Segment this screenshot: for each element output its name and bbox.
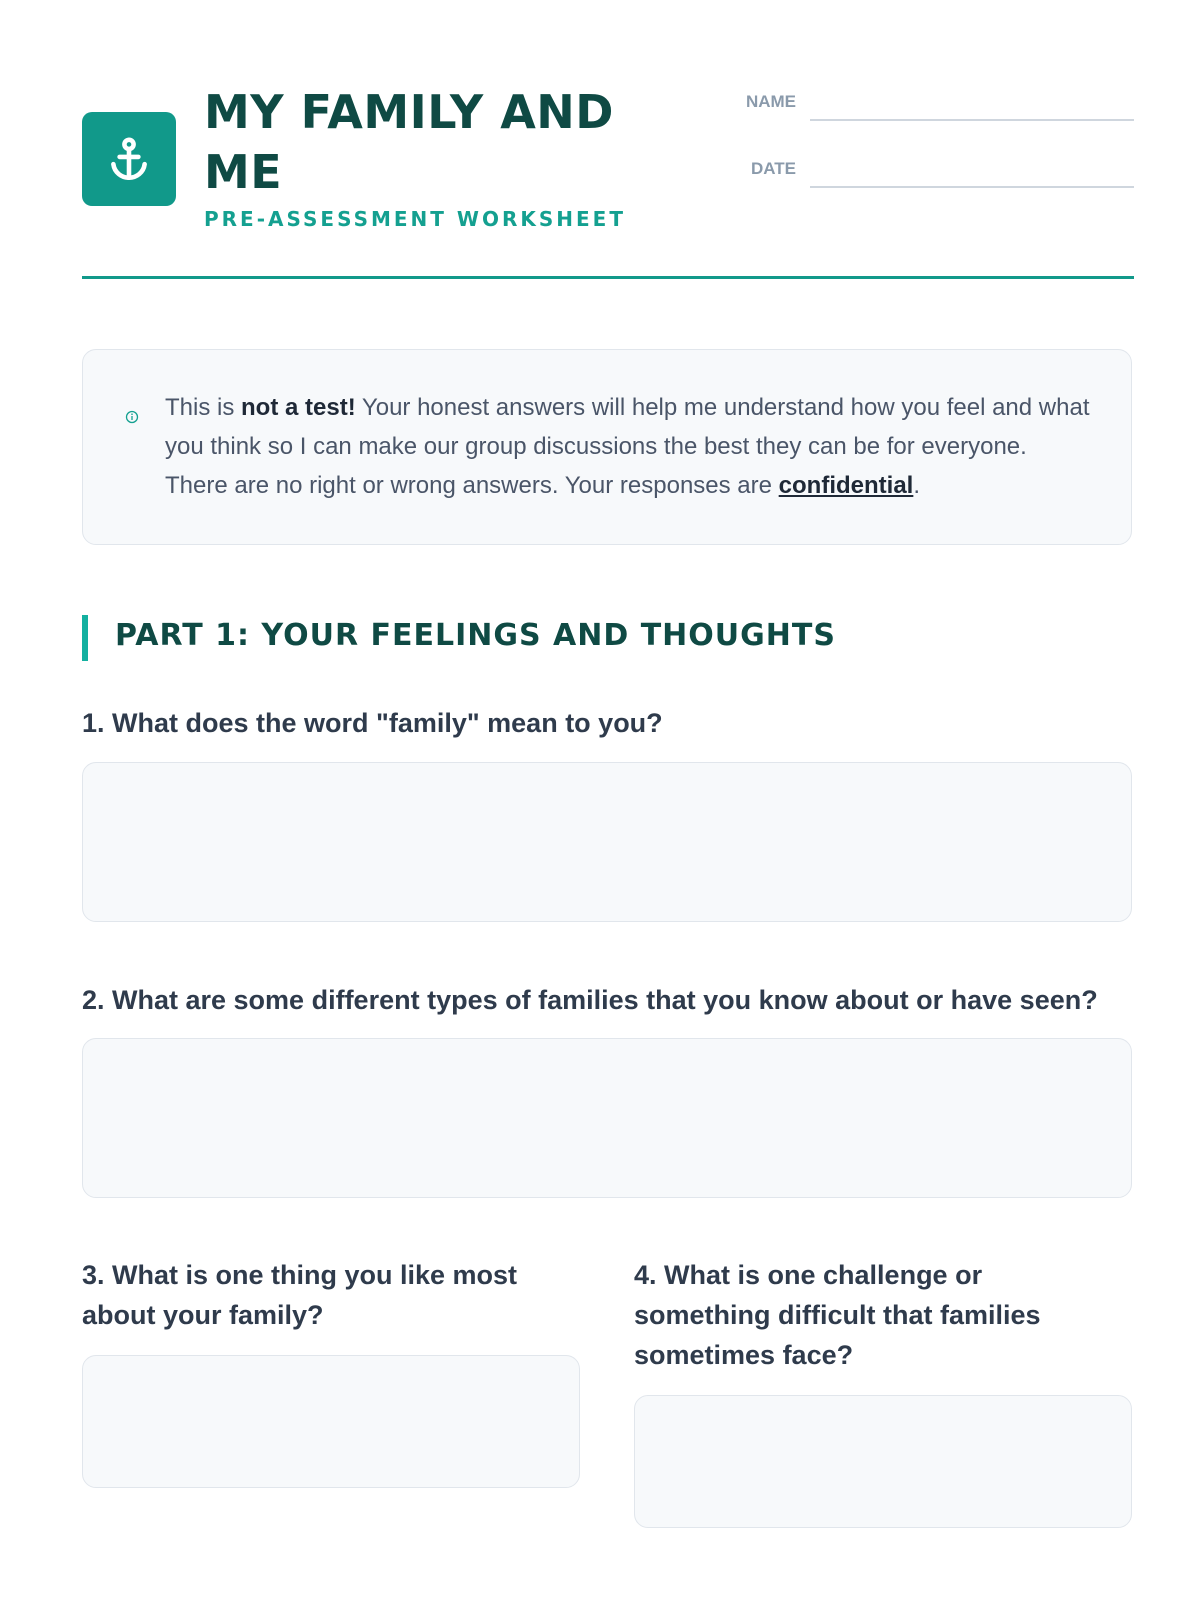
notice-confidential: confidential	[778, 472, 914, 499]
notice-intro: This is	[165, 394, 242, 421]
answer-box-2[interactable]	[82, 1038, 1132, 1198]
notice-end: .	[913, 472, 921, 499]
question-2: 2. What are some different types of families that you know about or have seen?	[82, 985, 1098, 1015]
notice-emphasis: not a test!	[241, 394, 356, 421]
info-notice	[82, 349, 1132, 545]
date-field[interactable]	[810, 186, 1134, 188]
header-divider	[82, 276, 1134, 279]
section-title: PART 1: YOUR FEELINGS AND THOUGHTS	[115, 618, 836, 653]
answer-box-4[interactable]	[634, 1395, 1132, 1528]
anchor-icon	[104, 134, 154, 184]
page-title: MY FAMILY AND ME	[204, 85, 614, 199]
answer-box-3[interactable]	[82, 1355, 580, 1488]
question-3: 3. What is one thing you like most about your family?	[82, 1260, 518, 1330]
question-1: 1. What does the word "family" mean to you?	[82, 708, 663, 738]
name-label: NAME	[745, 92, 796, 111]
question-4: 4. What is one challenge or something difficult that families sometimes face?	[634, 1260, 1041, 1370]
page-subtitle: PRE-ASSESSMENT WORKSHEET	[204, 207, 626, 231]
name-field[interactable]	[810, 119, 1134, 121]
answer-box-1[interactable]	[82, 762, 1132, 922]
date-label: DATE	[750, 159, 796, 178]
logo	[82, 112, 176, 206]
notice-body: Your honest answers will help me understand how you feel and what you think so I can make our group discussions the best they can be for everyone. There are no right or wrong answers. Your responses are	[165, 394, 1090, 499]
section-accent-bar	[82, 615, 88, 661]
info-circle-icon	[125, 410, 139, 424]
notice-text	[165, 388, 1095, 505]
